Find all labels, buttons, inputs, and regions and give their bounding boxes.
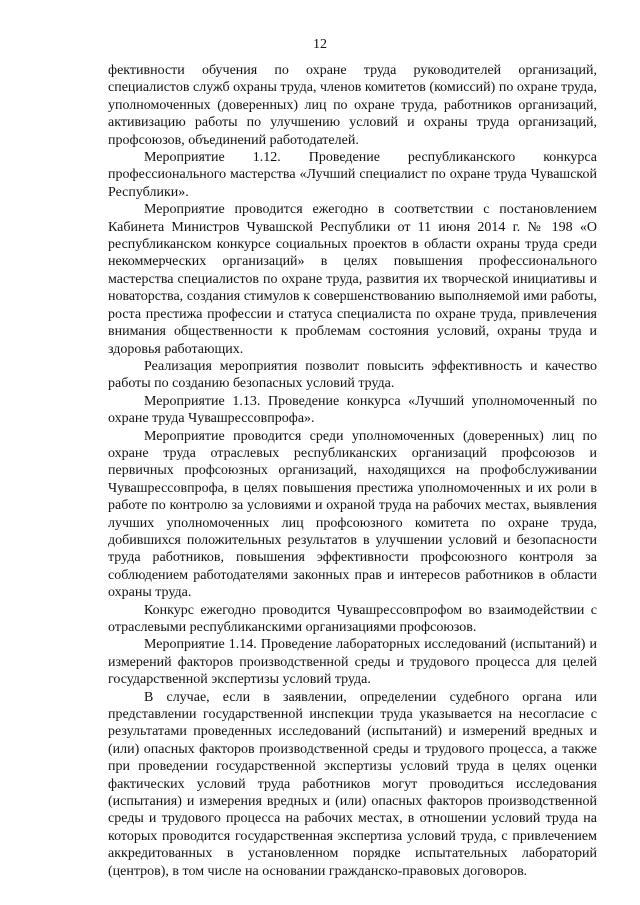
paragraph-measure-1-12-heading: Мероприятие 1.12. Проведение республиканского конкурса профессионального мастерства «Лучший специалист по охране труда Чувашской Республики». <box>108 150 597 200</box>
document-body <box>108 62 597 880</box>
page-number: 12 <box>313 37 327 52</box>
paragraph-measure-1-12-description: Мероприятие проводится ежегодно в соответствии с постановлением Кабинета Министров Чувашской Республики от 11 июня 2014 г. № 198 «О республиканском конкурсе социальных проектов в области охраны труда среди некоммерческих организаций» в целях повышения профессионального мастерства специалистов по охране труда, развития их творческой инициативы и новаторства, создания стимулов к совершенствованию выполняемой ими работы, роста престижа профессии и статуса специалиста по охране труда, привлечения внимания общественности к проблемам состояния условий, охраны труда и здоровья работающих. <box>108 202 597 357</box>
paragraph-measure-1-13-heading: Мероприятие 1.13. Проведение конкурса «Лучший уполномоченный по охране труда Чувашрессовпрофа». <box>108 393 597 427</box>
paragraph-measure-1-14-heading: Мероприятие 1.14. Проведение лабораторных исследований (испытаний) и измерений факторов производственной среды и трудового процесса для целей государственной экспертизы условий труда. <box>108 637 597 688</box>
paragraph-continuation: фективности обучения по охране труда руководителей организаций, специалистов служб охраны труда, членов комитетов (комиссий) по охране труда, уполномоченных (доверенных) лиц по охране труда, работников организаций, активизацию работы по улучшению условий и охраны труда организаций, профсоюзов, объединений работодателей. <box>108 63 597 148</box>
paragraph-measure-1-12-result: Реализация мероприятия позволит повысить эффективность и качество работы по созданию безопасных условий труда. <box>108 358 597 392</box>
paragraph-measure-1-14-description: В случае, если в заявлении, определении судебного органа или представлении государственной инспекции труда указывается на несогласие с результатами проведенных исследований (испытаний) и измерений вредных и (или) опасных факторов производственной среды и трудового процесса, а также при проведении государственной экспертизы условий труда в целях оценки фактических условий труда работников могут проводиться исследования (испытания) и измерения вредных и (или) опасных факторов производственной среды и трудового процесса на рабочих местах, в отношении условий труда на которых проводится государственная экспертиза условий труда, с привлечением аккредитованных в установленном порядке испытательных лабораторий (центров), в том числе на основании гражданско-правовых договоров. <box>108 689 597 879</box>
paragraph-measure-1-13-description: Мероприятие проводится среди уполномоченных (доверенных) лиц по охране труда отраслевых республиканских организаций профсоюзов и первичных профсоюзных организаций, находящихся на профобслуживании Чувашрессовпрофа, в целях повышения престижа уполномоченных и их роли в работе по контролю за условиями и охраной труда на рабочих местах, выявления лучших уполномоченных лиц профсоюзного комитета по охране труда, добившихся положительных результатов в улучшении условий и безопасности труда работников, повышения эффективности профсоюзного контроля за соблюдением работодателями законных прав и интересов работников в области охраны труда. <box>108 428 597 601</box>
paragraph-measure-1-13-organizer: Конкурс ежегодно проводится Чувашрессовпрофом во взаимодействии с отраслевыми республиканскими организациями профсоюзов. <box>108 602 597 635</box>
